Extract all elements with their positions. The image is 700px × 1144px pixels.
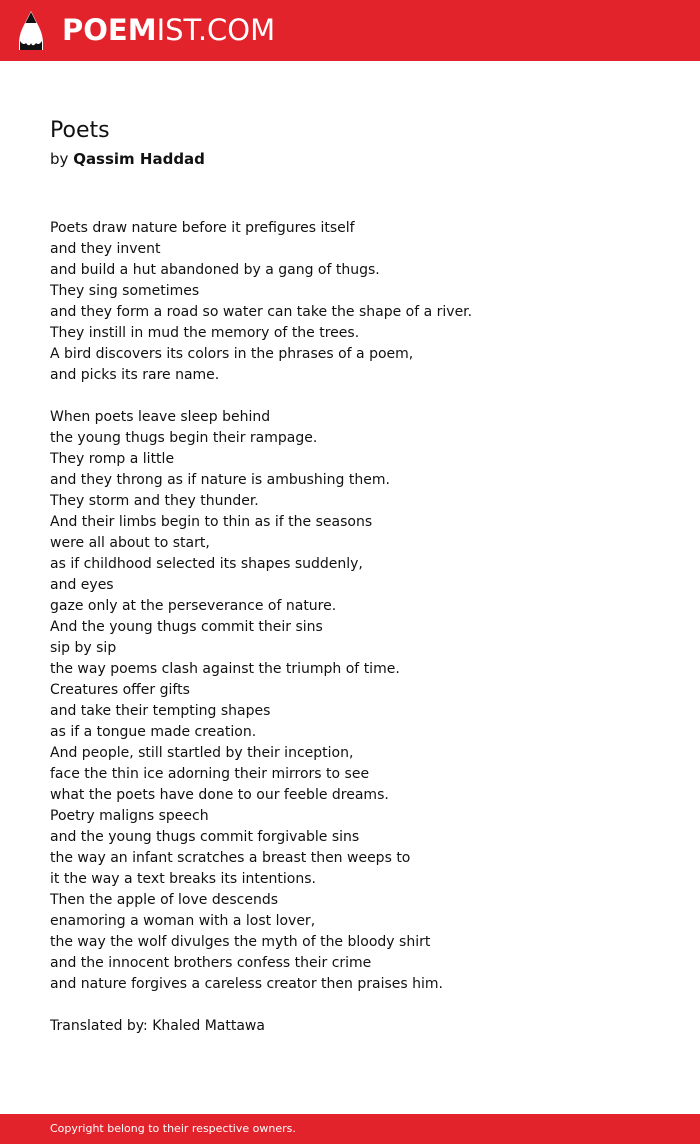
poem-line: and nature forgives a careless creator then praises him. — [50, 976, 443, 992]
poem-line: They sing sometimes — [50, 283, 200, 299]
poem-line: And the young thugs commit their sins — [50, 619, 323, 635]
poem-line: and picks its rare name. — [50, 367, 220, 383]
brand-light: IST.COM — [156, 13, 276, 47]
poem-line: and build a hut abandoned by a gang of thugs. — [50, 262, 380, 278]
poem-line: enamoring a woman with a lost lover, — [50, 913, 316, 929]
brand-bold: POEM — [62, 13, 157, 47]
poem-line: Poetry maligns speech — [50, 808, 209, 824]
byline — [50, 148, 205, 170]
poem-line: Then the apple of love descends — [50, 892, 278, 908]
site-header — [0, 0, 700, 61]
poem-line: They instill in mud the memory of the trees. — [50, 325, 360, 341]
stanza — [50, 218, 670, 386]
by-prefix: by — [50, 150, 69, 168]
translator-credit: Translated by: Khaled Mattawa — [50, 1018, 265, 1034]
poem-line: as if a tongue made creation. — [50, 724, 257, 740]
poem-line: and the young thugs commit forgivable sins — [50, 829, 360, 845]
poem-line: and they invent — [50, 241, 161, 257]
poem-line: When poets leave sleep behind — [50, 409, 271, 425]
poem-line: the way an infant scratches a breast then weeps to — [50, 850, 411, 866]
site-logo-text[interactable] — [62, 12, 275, 48]
poem-line: And people, still startled by their inception, — [50, 745, 354, 761]
poem-line: the way poems clash against the triumph of time. — [50, 661, 400, 677]
poem-line: and the innocent brothers confess their crime — [50, 955, 372, 971]
copyright-notice: Copyright belong to their respective owners. — [50, 1122, 296, 1135]
poem-line: the way the wolf divulges the myth of the bloody shirt — [50, 934, 431, 950]
poem-line: face the thin ice adorning their mirrors to see — [50, 766, 370, 782]
poem-line: sip by sip — [50, 640, 117, 656]
poem-line: They storm and they thunder. — [50, 493, 259, 509]
stanza — [50, 407, 670, 995]
author-name: Qassim Haddad — [73, 150, 205, 168]
poem-line: and take their tempting shapes — [50, 703, 271, 719]
poem-line: and they form a road so water can take the shape of a river. — [50, 304, 473, 320]
poem-line: were all about to start, — [50, 535, 210, 551]
poem-line: Poets draw nature before it prefigures itself — [50, 220, 355, 236]
stanza-break — [50, 386, 670, 407]
poem-line: what the poets have done to our feeble dreams. — [50, 787, 389, 803]
poem-line: Creatures offer gifts — [50, 682, 190, 698]
poem-line: it the way a text breaks its intentions. — [50, 871, 316, 887]
pencil-tip-icon[interactable] — [18, 10, 44, 51]
poem-line: and eyes — [50, 577, 114, 593]
poem-line: as if childhood selected its shapes suddenly, — [50, 556, 363, 572]
poem-body — [50, 218, 670, 995]
poem-line: And their limbs begin to thin as if the seasons — [50, 514, 373, 530]
poem-line: They romp a little — [50, 451, 175, 467]
poem-title: Poets — [50, 118, 110, 143]
poem-line: the young thugs begin their rampage. — [50, 430, 318, 446]
poem-line: A bird discovers its colors in the phrases of a poem, — [50, 346, 414, 362]
poem-line: gaze only at the perseverance of nature. — [50, 598, 337, 614]
poem-line: and they throng as if nature is ambushing them. — [50, 472, 390, 488]
site-footer — [0, 1114, 700, 1144]
